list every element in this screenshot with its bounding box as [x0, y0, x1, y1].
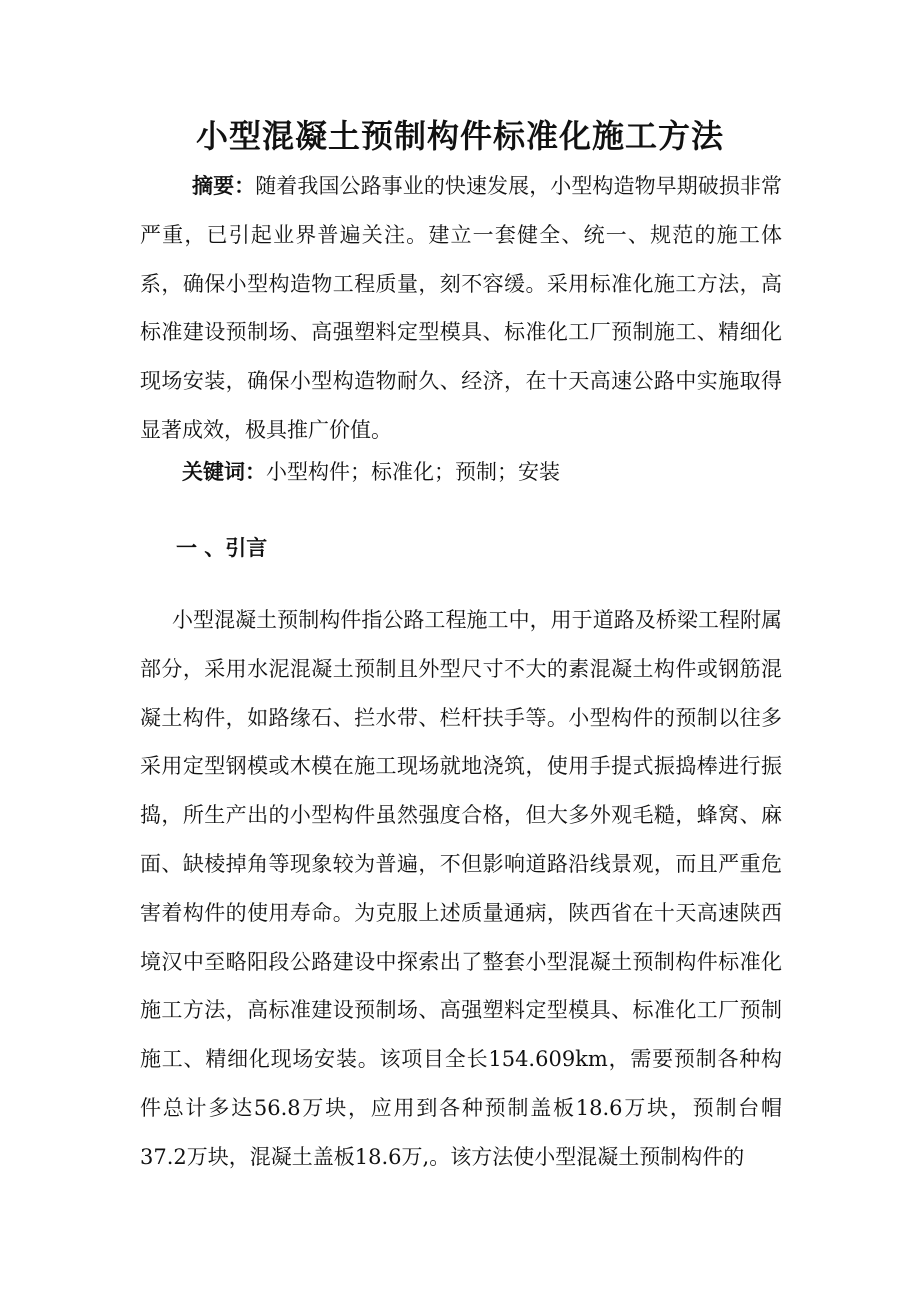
keywords-text: 小型构件；标准化；预制；安装: [266, 460, 560, 484]
keywords-paragraph: [140, 448, 782, 497]
introduction-paragraph: 小型混凝土预制构件指公路工程施工中，用于道路及桥梁工程附属部分，采用水泥混凝土预制且外型尺寸不大的素混凝土构件或钢筋混凝土构件，如路缘石、拦水带、栏杆扶手等。小型构件的预制以往多采用定型钢模或木模在施工现场就地浇筑，使用手提式振捣棒进行振捣，所生产出的小型构件虽然强度合格，但大多外观毛糙，蜂窝、麻面、缺棱掉角等现象较为普遍，不但影响道路沿线景观，而且严重危害着构件的使用寿命。为克服上述质量通病，陕西省在十天高速陕西境汉中至略阳段公路建设中探索出了整套小型混凝土预制构件标准化施工方法，高标准建设预制场、高强塑料定型模具、标准化工厂预制施工、精细化现场安装。该项目全长154.609km，需要预制各种构件总计多达56.8万块，应用到各种预制盖板18.6万块，预制台帽37.2万块，混凝土盖板18.6万,。该方法使小型混凝土预制构件的: [140, 608, 782, 1169]
document-title: 小型混凝土预制构件标准化施工方法: [195, 117, 724, 155]
abstract-label: 摘要：: [192, 174, 256, 198]
section-heading-introduction: 一 、引言: [176, 536, 268, 560]
abstract-text: 随着我国公路事业的快速发展，小型构造物早期破损非常严重，已引起业界普遍关注。建立一套健全、统一、规范的施工体系，确保小型构造物工程质量，刻不容缓。采用标准化施工方法，高标准建设预制场、高强塑料定型模具、标准化工厂预制施工、精细化现场安装，确保小型构造物耐久、经济，在十天高速公路中实施取得显著成效，极具推广价值。: [140, 174, 783, 442]
abstract-paragraph: [140, 162, 782, 455]
keywords-label: 关键词：: [182, 460, 266, 484]
